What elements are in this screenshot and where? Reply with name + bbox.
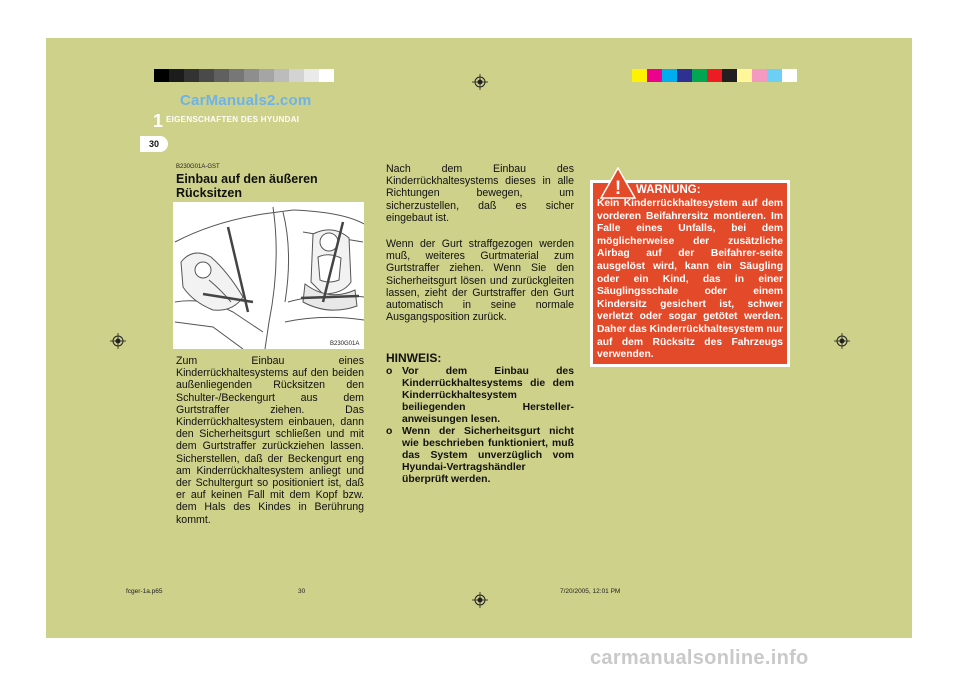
note-title: HINWEIS:: [386, 351, 442, 365]
footer-page: 30: [298, 588, 306, 595]
watermark-top[interactable]: CarManuals2.com: [180, 92, 312, 109]
page-number-tab: 30: [140, 136, 168, 152]
color-bar: [632, 69, 797, 82]
footer-timestamp: 7/20/2005, 12:01 PM: [560, 588, 621, 595]
warning-text: Kein Kinderrückhaltesystem auf dem vorderen Beifahrersitz montieren. Im Falle eines Unfalls, bei dem möglicherweise der zusätzliche Airbag auf der Beifahrer-seite ausgelöst wird, kann ein Säugling oder ein Kind, das in einer Säuglingsschale oder einem Kindersitz gesichert ist, schwer verletzt oder sogar getötet werden. Daher das Kinderrückhaltesystem nur auf dem Rücksitz des Fahrzeugs verwenden.: [597, 198, 783, 361]
note-item: [386, 366, 574, 426]
watermark-bottom[interactable]: carmanualsonline.info: [590, 647, 809, 669]
registration-target-icon: [472, 592, 488, 608]
section-title-line1: [176, 172, 364, 186]
middle-para-1: Nach dem Einbau des Kinderrückhaltesystems dieses in alle Richtungen bewegen, um sicherzustellen, daß es sicher eingebaut ist.: [386, 163, 574, 224]
note-item-text: Vor dem Einbau des Kinderrückhaltesystems die dem Kinderrückhaltesystem beiliegenden Hersteller-anweisungen lesen.: [402, 366, 574, 425]
bullet-icon: o: [386, 426, 393, 437]
warning-triangle-icon: [600, 167, 636, 199]
bullet-icon: o: [386, 366, 393, 377]
registration-target-icon: [110, 333, 126, 349]
grayscale-bar: [154, 69, 334, 82]
figure-caption: B230G01A: [330, 341, 360, 347]
section-title-line2: Rücksitzen: [176, 186, 242, 200]
section-code: B230G01A-GST: [176, 164, 220, 170]
note-item: [386, 426, 574, 486]
chapter-number: 1: [153, 111, 164, 131]
registration-target-icon: [834, 333, 850, 349]
middle-para-2: Wenn der Gurt straffgezogen werden muß, weiteres Gurtmaterial zum Gurtstraffer ziehen. Wenn Sie den Sicherheitsgurt lösen und zurückgleiten lassen, zieht der Gurtstraffer den Gurt automatisch in seine normale Ausgangsposition zurück.: [386, 238, 574, 324]
child-seat-drawing: [173, 202, 364, 349]
section-title: [176, 172, 364, 200]
note-list: [386, 366, 574, 486]
warning-title: WARNUNG:: [636, 184, 701, 196]
warning-symbol: !: [614, 178, 622, 199]
chapter-title: EIGENSCHAFTEN DES HYUNDAI: [166, 115, 300, 124]
title-line1-text: Einbau auf den äußeren: [176, 172, 318, 186]
child-seat-illustration: [173, 202, 364, 349]
note-item-text: Wenn der Sicherheitsgurt nicht wie beschrieben funktioniert, muß das System unverzüglich vom Hyundai-Vertragshändler überprüft werden.: [402, 426, 574, 485]
left-body-text: Zum Einbau eines Kinderrückhaltesystems auf den beiden außenliegenden Rücksitzen den Schulter-/Beckengurt aus dem Gurtstraffer ziehen. Das Kinderrückhaltesystem einbauen, dann den Sicherheitsgurt schließen und mit dem Gurtstraffer zurückziehen lassen. Sicherstellen, daß der Beckengurt eng am Kinderrückhaltesystem anliegt und der Schultergurt so positioniert ist, daß er auf keinen Fall mit dem Kopf bzw. dem Hals des Kindes in Berührung kommt.: [176, 355, 364, 526]
registration-target-icon: [472, 74, 488, 90]
footer-filename: fcger-1a.p65: [126, 588, 163, 595]
